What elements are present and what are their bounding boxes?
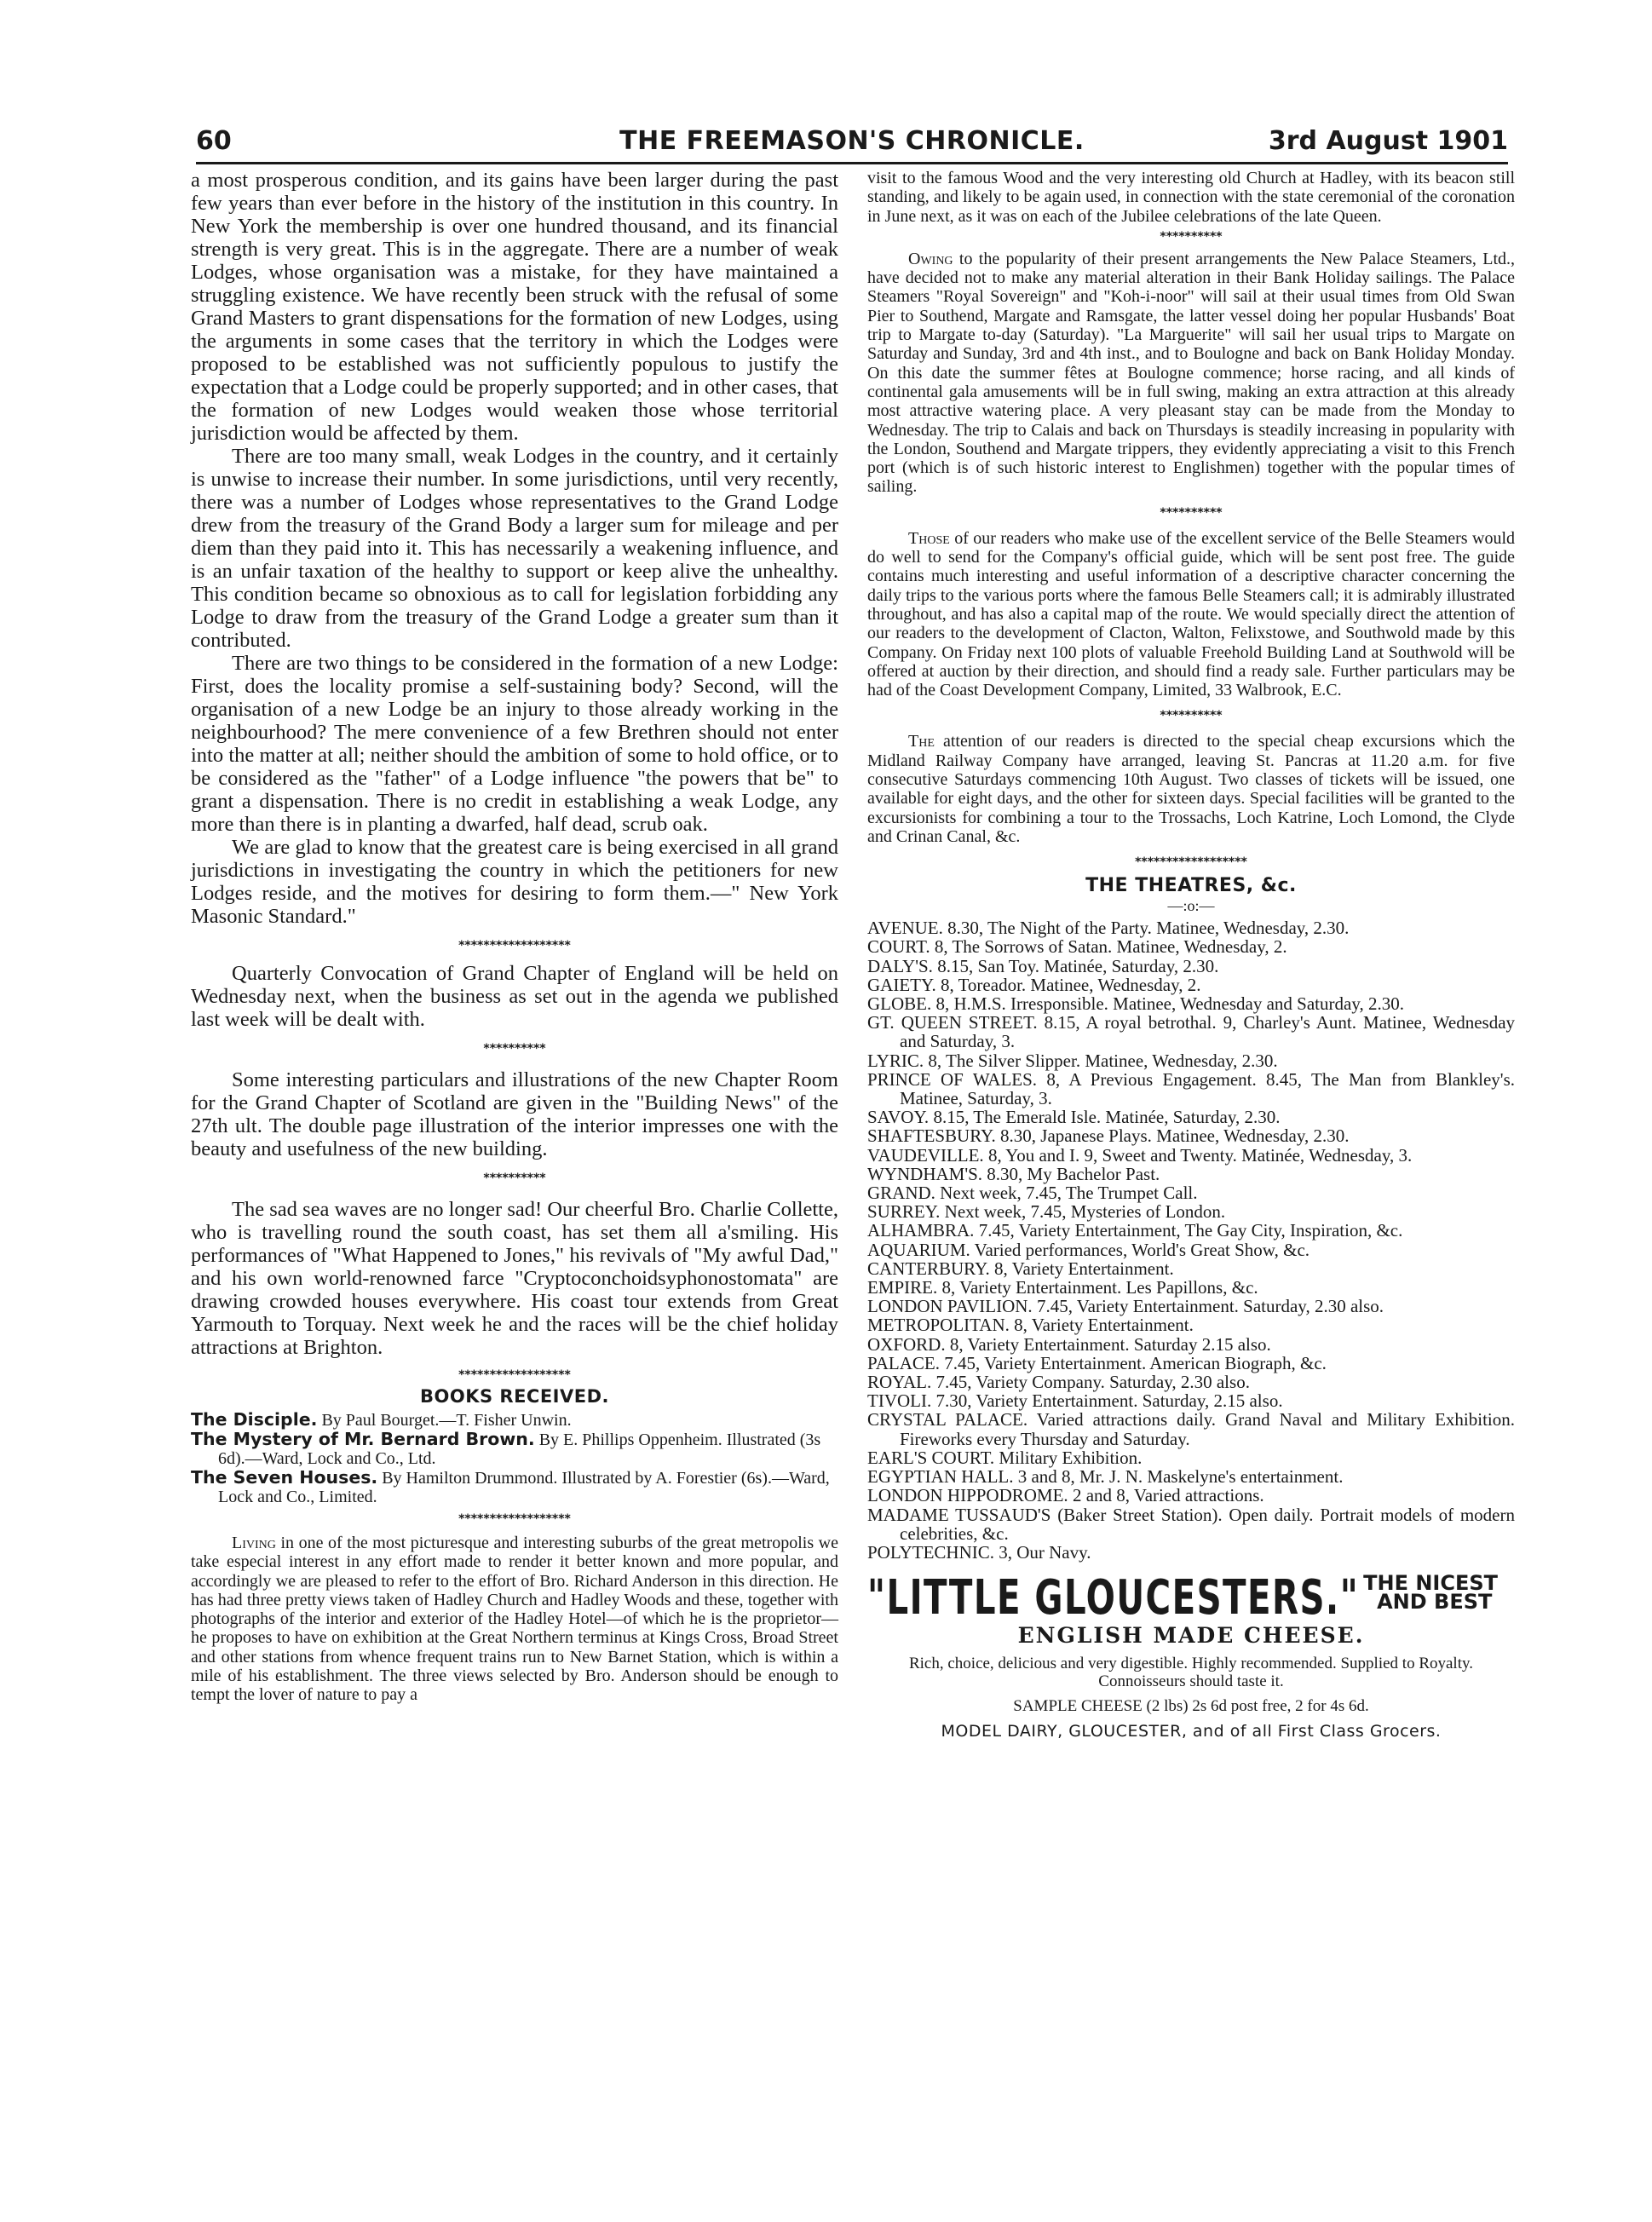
theatre-entry: [867, 1126, 1515, 1145]
theatre-name: CRYSTAL PALACE.: [867, 1409, 1028, 1430]
theatre-programme: 8, Variety Entertainment.: [993, 1258, 1174, 1279]
theatre-programme: 8.15, The Emerald Isle. Matinée, Saturday, 2.30.: [933, 1107, 1281, 1128]
theatre-name: MADAME TUSSAUD'S: [867, 1504, 1051, 1525]
theatre-programme: 8, The Silver Slipper. Matinee, Wednesday, 2.30.: [928, 1050, 1278, 1071]
theatre-name: GLOBE.: [867, 993, 932, 1015]
section-divider: ******************: [458, 1512, 571, 1526]
article-paragraph: a most prosperous condition, and its gains have been larger during the past few years than ever before in the history of the institution in this country. In New York the membership is over one hundred thousand, and its financial strength is very great. This is in the aggregate. There are a number of weak Lodges, whose organisation was a mistake, for they have maintained a struggling existence. We have recently been struck with the refusal of some Grand Masters to grant dispensations for the formation of new Lodges, using the arguments in some cases that the territory in which the Lodges were proposed to be established was not sufficiently populous to justify the expectation that a Lodge could be properly supported; and in other cases, that the formation of new Lodges would weaken those whose territorial jurisdiction would be affected by them.: [191, 169, 838, 445]
theatre-programme: 8, Variety Entertainment.: [1014, 1315, 1194, 1336]
issue-date: 3rd August 1901: [1268, 126, 1508, 156]
ad-footer: MODEL DAIRY, GLOUCESTER, and of all First Class Grocers.: [941, 1722, 1442, 1741]
page-number: 60: [196, 126, 232, 156]
book-title: The Seven Houses.: [191, 1467, 378, 1488]
lead-word: The: [908, 732, 935, 751]
theatre-name: OXFORD.: [867, 1333, 946, 1355]
theatre-entry: [867, 1202, 1515, 1221]
right-column: [867, 169, 1515, 1741]
theatre-programme: 3 and 8, Mr. J. N. Maskelyne's entertainment.: [1017, 1466, 1344, 1488]
section-divider: ******************: [458, 1368, 571, 1382]
theatre-programme: 8, H.M.S. Irresponsible. Matinee, Wednesday and Saturday, 2.30.: [935, 993, 1404, 1015]
article-paragraph: visit to the famous Wood and the very interesting old Church at Hadley, with its beacon still standing, and likely to be again used, in connection with the state ceremonial of the coronation in June next, as it was on each of the Jubilee celebrations of the late Queen.: [867, 169, 1515, 226]
theatre-entry: [867, 1278, 1515, 1297]
section-divider: **********: [1160, 229, 1223, 244]
paragraph-text: attention of our readers is directed to the special cheap excursions which the Midland Railway Company have arranged, leaving St. Pancras at 11.20 a.m. for five consecutive Saturdays commencing 10th August. Two classes of tickets will be issued, one available for eight days, and the other for sixteen days. Special facilities will be granted to the excursionists for combining a tour to the Trossachs, Loch Katrine, Loch Lomond, the Clyde and Crinan Canal, &c.: [867, 732, 1516, 846]
theatre-programme: 7.30, Variety Entertainment. Saturday, 2.15 also.: [935, 1390, 1283, 1412]
theatre-name: CANTERBURY.: [867, 1258, 990, 1279]
theatre-programme: 8, Variety Entertainment. Saturday 2.15 also.: [949, 1333, 1271, 1355]
theatre-name: ALHAMBRA.: [867, 1220, 975, 1241]
left-column: [191, 169, 838, 1705]
theatre-entry: [867, 1486, 1515, 1505]
article-paragraph: [867, 529, 1515, 700]
masthead-rule: [196, 162, 1508, 164]
theatre-programme: 8, Variety Entertainment. Les Papillons, &c.: [941, 1277, 1258, 1298]
theatre-entry: [867, 1335, 1515, 1354]
theatre-name: COURT.: [867, 936, 930, 958]
theatre-entry: [867, 1259, 1515, 1278]
theatre-name: SAVOY.: [867, 1107, 930, 1128]
theatre-programme: 8, You and I. 9, Sweet and Twenty. Matinée, Wednesday, 3.: [987, 1144, 1413, 1166]
book-detail: By E. Phillips Oppenheim. Illustrated (3s 6d).—Ward, Lock and Co., Ltd.: [218, 1430, 821, 1468]
theatre-name: METROPOLITAN.: [867, 1315, 1010, 1336]
article-paragraph: Some interesting particulars and illustrations of the new Chapter Room for the Grand Chapter of Scotland are given in the "Building News" of the 27th ult. The double page illustration of the interior impresses one with the beauty and usefulness of the new building.: [191, 1068, 838, 1160]
theatre-entry: [867, 957, 1515, 976]
theatre-programme: 2 and 8, Varied attractions.: [1072, 1485, 1264, 1506]
theatre-entry: [867, 976, 1515, 994]
theatre-entry: [867, 1013, 1515, 1051]
ad-side-text: [1363, 1571, 1498, 1615]
theatre-entry: [867, 1315, 1515, 1334]
theatre-name: ROYAL.: [867, 1372, 932, 1393]
theatre-entry: [867, 1354, 1515, 1373]
theatre-programme: 8, The Sorrows of Satan. Matinee, Wednesday, 2.: [934, 936, 1287, 958]
article-paragraph: [867, 732, 1515, 846]
theatre-programme: 7.45, Variety Company. Saturday, 2.30 also.: [935, 1372, 1250, 1393]
theatre-programme: Next week, 7.45, The Trumpet Call.: [940, 1183, 1198, 1204]
section-divider: **********: [1160, 709, 1223, 723]
theatre-programme: 7.45, Variety Entertainment. Saturday, 2.30 also.: [1036, 1296, 1384, 1317]
theatre-programme: 8.30, The Night of the Party. Matinee, Wednesday, 2.30.: [947, 918, 1350, 939]
theatre-name: EARL'S COURT.: [867, 1447, 995, 1468]
section-divider: ******************: [1135, 855, 1247, 870]
article-paragraph: [191, 1534, 838, 1705]
theatre-name: GRAND.: [867, 1183, 935, 1204]
theatre-entry: [867, 1543, 1515, 1562]
book-entry: [191, 1468, 838, 1506]
lead-word: Living: [232, 1534, 276, 1552]
section-divider: ******************: [458, 939, 571, 953]
book-title: The Disciple.: [191, 1409, 318, 1430]
ad-title: "LITTLE GLOUCESTERS.": [867, 1570, 1360, 1626]
theatre-entry: [867, 1146, 1515, 1165]
theatre-entry: [867, 1070, 1515, 1108]
theatre-programme: Military Exhibition.: [999, 1447, 1143, 1468]
cheese-advertisement: [867, 1570, 1515, 1741]
masthead: [196, 126, 1508, 165]
theatre-name: GT. QUEEN STREET.: [867, 1012, 1038, 1033]
theatre-entry: [867, 994, 1515, 1013]
ad-price: SAMPLE CHEESE (2 lbs) 2s 6d post free, 2 for 4s 6d.: [1013, 1697, 1369, 1716]
book-title: The Mystery of Mr. Bernard Brown.: [191, 1429, 535, 1449]
theatre-entry: [867, 1051, 1515, 1070]
theatre-name: AQUARIUM.: [867, 1239, 970, 1260]
theatre-name: PALACE.: [867, 1352, 940, 1373]
theatre-name: SURREY.: [867, 1201, 941, 1223]
theatre-entry: [867, 1297, 1515, 1315]
theatre-name: EMPIRE.: [867, 1277, 938, 1298]
ad-side-line: AND BEST: [1377, 1590, 1493, 1615]
book-entry: [191, 1410, 838, 1430]
theatre-entry: [867, 1467, 1515, 1486]
theatre-entry: [867, 1448, 1515, 1467]
ad-subtitle: ENGLISH MADE CHEESE.: [1017, 1623, 1365, 1649]
section-divider: **********: [483, 1171, 546, 1185]
book-detail: By Hamilton Drummond. Illustrated by A. Forestier (6s).—Ward, Lock and Co., Limited.: [218, 1469, 830, 1506]
theatre-name: GAIETY.: [867, 974, 936, 995]
theatre-programme: 8.15, A royal betrothal. 9, Charley's Aunt. Matinee, Wednesday and Saturday, 3.: [900, 1012, 1516, 1052]
theatre-entry: [867, 1241, 1515, 1259]
ad-description: Rich, choice, delicious and very digestible. Highly recommended. Supplied to Royalty. Connoisseurs should taste it.: [908, 1655, 1474, 1691]
section-divider: **********: [483, 1042, 546, 1056]
newspaper-title: THE FREEMASON'S CHRONICLE.: [619, 126, 1085, 156]
paragraph-text: in one of the most picturesque and interesting suburbs of the great metropolis we take especial interest in any effort made to render it better known and more popular, and accordingly we are pleased to refer to the effort of Bro. Richard Anderson in this direction. He has had three pretty views taken of Hadley Church and Hadley Woods and these, together with photographs of the interior and exterior of the Hadley Hotel—of which he is the proprietor—he proposes to have on exhibition at the Great Northern terminus at Kings Cross, Broad Street and other stations from whence frequent trains run to New Barnet Station, which is within a mile of his establishment. The three views selected by Bro. Anderson should be enough to tempt the lover of nature to pay a: [191, 1534, 838, 1705]
theatre-entry: [867, 918, 1515, 937]
theatre-name: LONDON HIPPODROME.: [867, 1485, 1068, 1506]
article-paragraph: [867, 250, 1515, 497]
book-entry: [191, 1430, 838, 1468]
theatre-name: AVENUE.: [867, 918, 943, 939]
theatre-programme: 8.30, My Bachelor Past.: [987, 1163, 1160, 1184]
theatre-entry: [867, 1183, 1515, 1202]
theatres-heading: THE THEATRES, &c.: [1085, 875, 1297, 897]
theatre-programme: Next week, 7.45, Mysteries of London.: [944, 1201, 1226, 1223]
theatre-entry: [867, 1108, 1515, 1126]
theatre-name: WYNDHAM'S.: [867, 1163, 983, 1184]
theatre-entry: [867, 1410, 1515, 1448]
theatre-programme: 3, Our Navy.: [999, 1541, 1091, 1563]
theatre-name: LONDON PAVILION.: [867, 1296, 1033, 1317]
lead-word: Owing: [908, 249, 953, 268]
theatre-entry: [867, 1221, 1515, 1240]
lead-word: Those: [908, 528, 950, 548]
theatre-programme: 8.30, Japanese Plays. Matinee, Wednesday, 2.30.: [1000, 1125, 1350, 1147]
theatre-programme: 7.45, Variety Entertainment. American Biograph, &c.: [944, 1352, 1327, 1373]
theatre-programme: Varied attractions daily. Grand Naval and Military Exhibition. Fireworks every Thursday and Saturday.: [900, 1409, 1515, 1449]
section-divider: **********: [1160, 505, 1223, 520]
article-paragraph: Quarterly Convocation of Grand Chapter of England will be held on Wednesday next, when the business as set out in the agenda we published last week will be dealt with.: [191, 962, 838, 1031]
books-received-heading: BOOKS RECEIVED.: [419, 1386, 609, 1407]
article-paragraph: We are glad to know that the greatest care is being exercised in all grand jurisdictions in investigating the country in which the petitioners for new Lodges reside, and the motives for desiring to form them.—" New York Masonic Standard.": [191, 836, 838, 928]
theatre-entry: [867, 1391, 1515, 1410]
ad-side-line: THE NICEST: [1363, 1571, 1498, 1596]
theatre-name: POLYTECHNIC.: [867, 1541, 994, 1563]
theatre-name: LYRIC.: [867, 1050, 924, 1071]
theatre-name: VAUDEVILLE.: [867, 1144, 984, 1166]
theatre-name: DALY'S.: [867, 955, 933, 976]
book-detail: By Paul Bourget.—T. Fisher Unwin.: [321, 1411, 572, 1430]
article-paragraph: There are too many small, weak Lodges in the country, and it certainly is unwise to increase their number. In some jurisdictions, until very recently, there was a number of Lodges whose representatives to the Grand Lodge drew from the treasury of the Grand Body a larger sum for mileage and per diem than they paid into it. This has necessarily a weakening influence, and is an unfair taxation of the healthy to support or keep alive the unhealthy. This condition became so obnoxious as to call for legislation forbidding any Lodge to draw from the treasury of the Grand Lodge a greater sum than it contributed.: [191, 445, 838, 652]
theatre-programme: 8.15, San Toy. Matinée, Saturday, 2.30.: [937, 955, 1219, 976]
article-paragraph: The sad sea waves are no longer sad! Our cheerful Bro. Charlie Collette, who is travelling round the south coast, has set them all a'smiling. His performances of "What Happened to Jones," his revivals of "My awful Dad," and his own world-renowned farce "Cryptoconchoidsyphonostomata" are drawing crowded houses everywhere. His coast tour extends from Great Yarmouth to Torquay. Next week he and the races will be the chief holiday attractions at Brighton.: [191, 1198, 838, 1359]
theatres-divider: —:o:—: [1167, 897, 1215, 915]
theatre-name: EGYPTIAN HALL.: [867, 1466, 1014, 1488]
paragraph-text: of our readers who make use of the excellent service of the Belle Steamers would do well to send for the Company's official guide, which will be sent post free. The guide contains much interesting and useful information of a descriptive character concerning the daily trips to the various ports where the famous Belle Steamers call; it is admirably illustrated throughout, and has also a capital map of the route. We would specially direct the attention of our readers to the development of Clacton, Walton, Felixstowe, and Southwold made by this Company. On Friday next 100 plots of valuable Freehold Building Land at Southwold will be offered at auction by their direction, and should find a ready sale. Further particulars may be had of the Coast Development Company, Limited, 33 Walbrook, E.C.: [867, 528, 1516, 700]
theatre-programme: 8, A Previous Engagement. 8.45, The Man from Blankley's. Matinee, Saturday, 3.: [900, 1068, 1516, 1109]
theatre-name: SHAFTESBURY.: [867, 1125, 996, 1147]
theatre-list: [867, 918, 1515, 1562]
article-paragraph: There are two things to be considered in the formation of a new Lodge: First, does the locality promise a self-sustaining body? Second, will the organisation of a new Lodge be an injury to those already working in the neighbourhood? The mere convenience of a few Brethren should not enter into the matter at all; neither should the ambition of some to hold office, or to be considered as the "father" of a Lodge influence "the powers that be" to grant a dispensation. There is no credit in establishing a weak Lodge, any more than there is in planting a dwarfed, half dead, scrub oak.: [191, 652, 838, 836]
theatre-programme: (Baker Street Station). Open daily. Portrait models of modern celebrities, &c.: [900, 1504, 1515, 1544]
theatre-entry: [867, 1165, 1515, 1183]
theatre-entry: [867, 937, 1515, 956]
theatre-name: PRINCE OF WALES.: [867, 1068, 1038, 1090]
theatre-name: TIVOLI.: [867, 1390, 932, 1412]
theatre-entry: [867, 1505, 1515, 1543]
theatre-programme: Varied performances, World's Great Show, &c.: [974, 1239, 1310, 1260]
theatre-entry: [867, 1373, 1515, 1391]
paragraph-text: to the popularity of their present arrangements the New Palace Steamers, Ltd., have decided not to make any material alteration in their Bank Holiday sailings. The Palace Steamers "Royal Sovereign" and "Koh-i-noor" will sail at their usual times from Old Swan Pier to Southend, Margate and Ramsgate, the latter vessel doing her popular Husbands' Boat trip to Margate to-day (Saturday). "La Marguerite" will sail her usual trips to Margate on Saturday and Sunday, 3rd and 4th inst., and to Boulogne and back on Bank Holiday Monday. On this date the summer fêtes at Boulogne commence; horse racing, and all kinds of continental gala amusements will be in full swing, making an extra attraction at this already most attractive watering place. A very pleasant stay can be made from the Monday to Wednesday. The trip to Calais and back on Thursdays is steadily increasing in popularity with the London, Southend and Margate trippers, they evidently appreciating a visit to this French port (which is of such historic interest to Englishmen) together with the popular times of sailing.: [867, 249, 1515, 497]
theatre-programme: 8, Toreador. Matinee, Wednesday, 2.: [940, 974, 1201, 995]
theatre-programme: 7.45, Variety Entertainment, The Gay City, Inspiration, &c.: [978, 1220, 1403, 1241]
